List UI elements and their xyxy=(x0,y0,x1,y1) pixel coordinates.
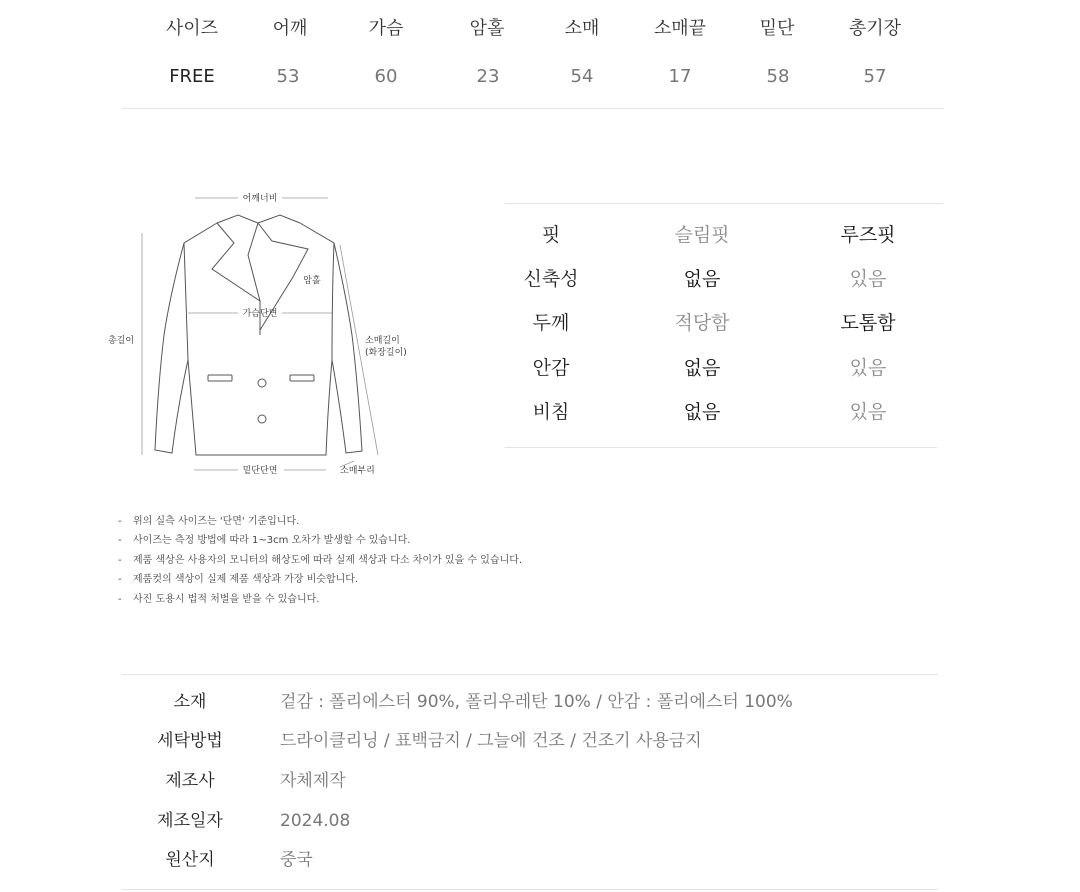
table-row xyxy=(500,220,940,250)
fit-option-selected: 루즈핏 xyxy=(840,224,896,246)
fit-label: 핏 xyxy=(541,224,561,246)
list-item xyxy=(118,551,678,570)
note-dash: - xyxy=(118,535,122,547)
info-value: 드라이클리닝 / 표백금지 / 그늘에 건조 / 건조기 사용금지 xyxy=(280,731,702,751)
note-text: 제품컷의 색상이 실제 제품 색상과 가장 비슷합니다. xyxy=(133,574,359,586)
size-header-cell: 소매끝 xyxy=(653,18,707,39)
size-header-cell: 소매 xyxy=(564,18,600,39)
table-row xyxy=(122,845,942,875)
note-dash: - xyxy=(118,574,122,586)
table-row xyxy=(122,687,942,717)
note-text: 사진 도용시 법적 처벌을 받을 수 있습니다. xyxy=(133,593,320,605)
sleeve-length-sub-label: (화장길이) xyxy=(365,348,407,358)
divider xyxy=(122,889,938,890)
table-row xyxy=(500,308,940,338)
table-row xyxy=(122,726,942,756)
fit-option: 있음 xyxy=(849,357,887,379)
info-label: 제조사 xyxy=(165,771,215,791)
note-text: 제품 색상은 사용자의 모니터의 해상도에 따라 실제 색상과 다소 차이가 있을 수 있습니다. xyxy=(133,554,523,566)
note-dash: - xyxy=(118,554,122,566)
divider xyxy=(505,203,943,204)
jacket-measurement-diagram xyxy=(100,185,430,485)
fit-label: 안감 xyxy=(532,357,570,379)
fit-label: 비침 xyxy=(532,401,570,423)
list-item xyxy=(118,531,678,550)
fit-option: 슬림핏 xyxy=(674,224,730,246)
info-label: 원산지 xyxy=(165,850,215,870)
info-label: 제조일자 xyxy=(157,811,223,831)
fit-option-selected: 없음 xyxy=(683,401,721,423)
size-table-header xyxy=(140,14,930,44)
table-row xyxy=(122,766,942,796)
info-value: 겉감 : 폴리에스터 90%, 폴리우레탄 10% / 안감 : 폴리에스터 100% xyxy=(280,692,793,712)
note-text: 사이즈는 측정 방법에 따라 1~3cm 오차가 발생할 수 있습니다. xyxy=(133,535,411,547)
table-row xyxy=(500,264,940,294)
divider xyxy=(505,447,937,448)
fit-option: 있음 xyxy=(849,401,887,423)
size-cell: 58 xyxy=(766,66,790,87)
size-cell: 54 xyxy=(570,66,594,87)
table-row xyxy=(500,353,940,383)
notes-list xyxy=(118,512,678,609)
size-cell: FREE xyxy=(169,66,215,87)
size-cell: 17 xyxy=(668,66,692,87)
note-dash: - xyxy=(118,516,122,527)
table-row xyxy=(500,397,940,427)
list-item xyxy=(118,590,678,609)
fit-option-selected: 없음 xyxy=(683,268,721,290)
size-header-cell: 밑단 xyxy=(759,18,795,39)
size-cell: 23 xyxy=(476,66,500,87)
note-dash: - xyxy=(118,593,122,605)
size-header-cell: 암홀 xyxy=(469,18,505,39)
fit-option: 적당함 xyxy=(674,312,730,334)
divider xyxy=(122,108,944,109)
sleeve-length-label: 소매길이 xyxy=(365,336,400,346)
note-text: 위의 실측 사이즈는 '단면' 기준입니다. xyxy=(133,516,300,527)
info-value: 중국 xyxy=(280,850,313,870)
size-header-cell: 가슴 xyxy=(368,18,404,39)
info-value: 자체제작 xyxy=(280,771,346,791)
list-item xyxy=(118,512,678,531)
list-item xyxy=(118,570,678,589)
fit-label: 신축성 xyxy=(523,268,579,290)
fit-option-selected: 도톰함 xyxy=(840,312,896,334)
hem-label: 밑단단면 xyxy=(242,466,278,476)
cuff-label: 소매부리 xyxy=(340,466,375,476)
fit-label: 두께 xyxy=(532,312,570,334)
table-row xyxy=(140,62,930,92)
table-row xyxy=(122,806,942,836)
size-header-cell: 사이즈 xyxy=(165,18,219,39)
shoulder-width-label: 어깨너비 xyxy=(242,194,278,204)
divider xyxy=(122,674,938,675)
info-label: 소재 xyxy=(173,692,207,712)
info-label: 세탁방법 xyxy=(157,731,223,751)
fit-option-selected: 없음 xyxy=(683,357,721,379)
chest-label: 가슴단면 xyxy=(242,309,278,319)
size-cell: 53 xyxy=(276,66,300,87)
info-value: 2024.08 xyxy=(280,811,351,831)
size-cell: 60 xyxy=(374,66,398,87)
size-header-cell: 어깨 xyxy=(272,18,308,39)
fit-option: 있음 xyxy=(849,268,887,290)
size-cell: 57 xyxy=(863,66,887,87)
armhole-label: 암홀 xyxy=(303,276,321,286)
size-header-cell: 총기장 xyxy=(848,18,902,39)
total-length-label: 총길이 xyxy=(108,336,135,346)
